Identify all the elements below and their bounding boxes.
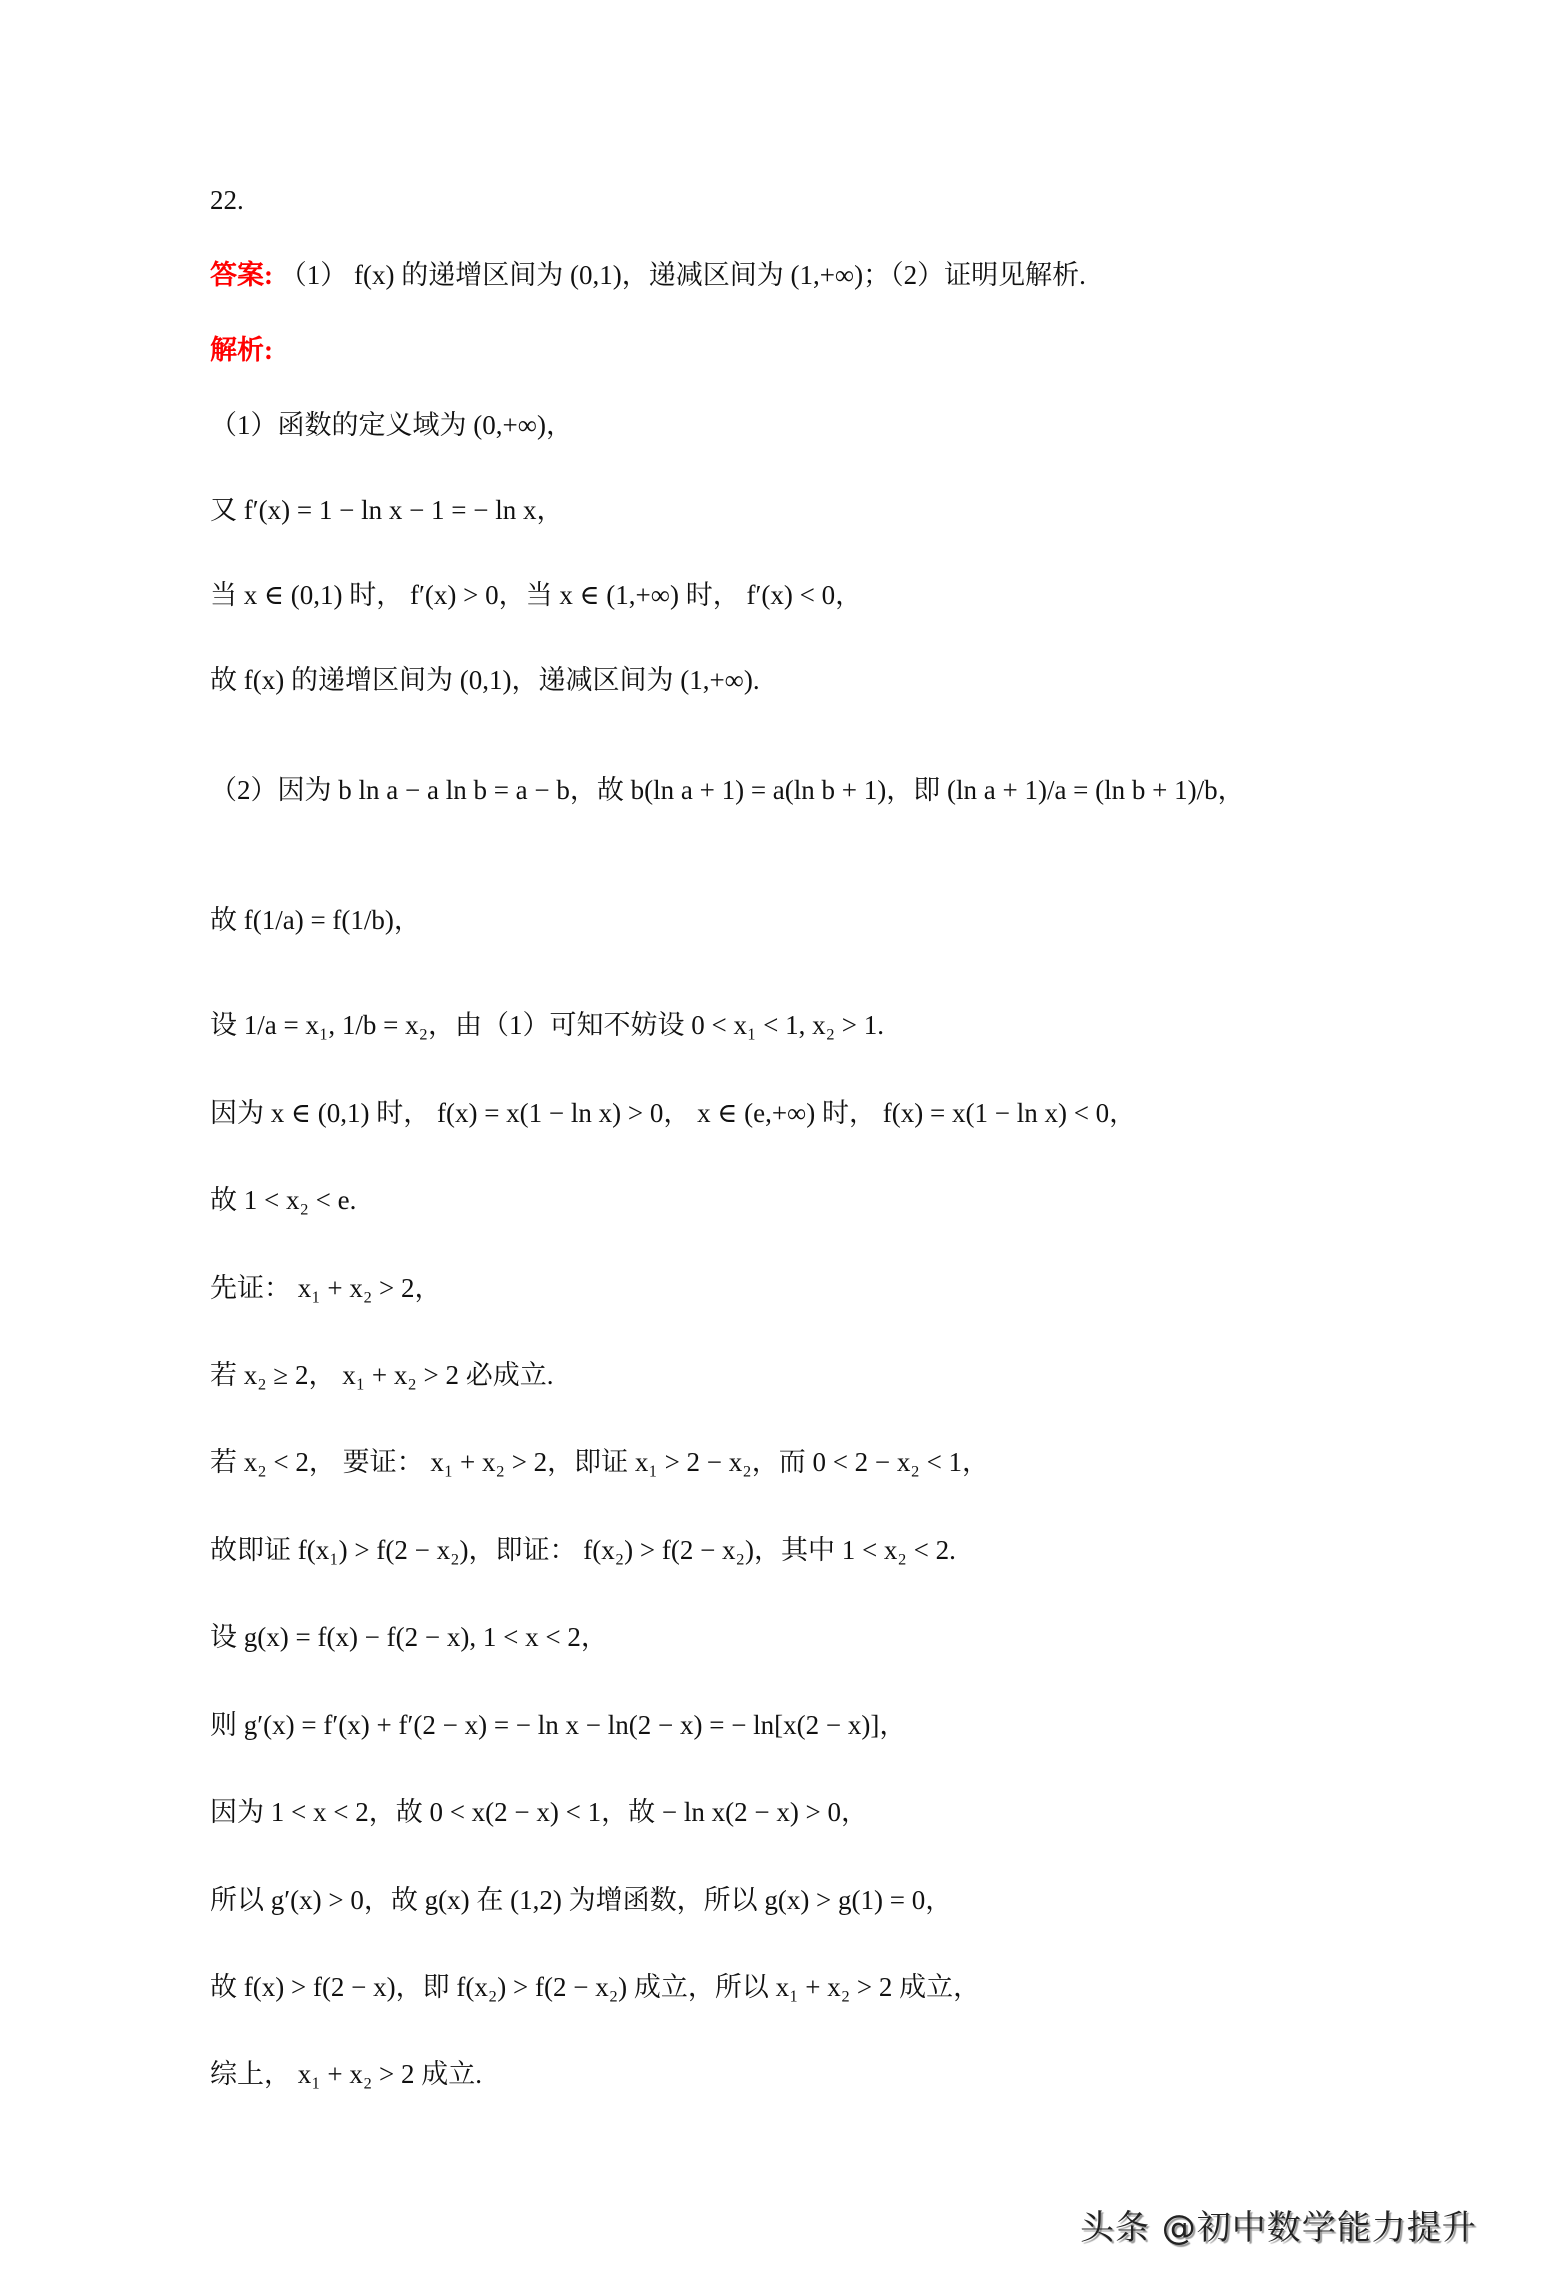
answer-label: 答案: [210,260,273,290]
solution-line-19: 综上， x₁ + x₂ > 2 成立. [210,2059,483,2089]
solution-line-7: 设 1/a = x₁, 1/b = x₂，由（1）可知不妨设 0 < x₁ < 1, x₂ > 1. [210,1010,885,1040]
solution-line-9: 故 1 < x₂ < e. [210,1185,357,1215]
answer-text: （1） f(x) 的递增区间为 (0,1)，递减区间为 (1,+∞)；（2）证明见解析. [279,260,1086,290]
solution-line-1: （1）函数的定义域为 (0,+∞)， [210,410,573,440]
solution-line-11: 若 x₂ ≥ 2， x₁ + x₂ > 2 必成立. [210,1360,554,1390]
solution-line-6: 故 f(1/a) = f(1/b)， [210,905,421,935]
solution-line-16: 因为 1 < x < 2，故 0 < x(2 − x) < 1，故 − ln x(2 − x) > 0， [210,1797,869,1827]
solution-line-14: 设 g(x) = f(x) − f(2 − x), 1 < x < 2， [210,1622,608,1652]
solution-line-15: 则 g′(x) = f′(x) + f′(2 − x) = − ln x − ln(2 − x) = − ln[x(2 − x)]， [210,1710,907,1740]
solution-line-2: 又 f′(x) = 1 − ln x − 1 = − ln x， [210,495,564,525]
analysis-label: 解析: [210,335,273,365]
solution-line-18: 故 f(x) > f(2 − x)，即 f(x₂) > f(2 − x₂) 成立，所以 x₁ + x₂ > 2 成立， [210,1972,981,2002]
solution-line-12: 若 x₂ < 2， 要证： x₁ + x₂ > 2，即证 x₁ > 2 − x₂，而 0 < 2 − x₂ < 1， [210,1447,990,1477]
solution-line-4: 故 f(x) 的递增区间为 (0,1)，递减区间为 (1,+∞). [210,665,760,695]
watermark: 头条 @初中数学能力提升 [1080,2208,1477,2248]
answer-line [210,255,1086,295]
solution-line-17: 所以 g′(x) > 0，故 g(x) 在 (1,2) 为增函数，所以 g(x) > g(1) = 0， [210,1885,953,1915]
solution-line-3: 当 x ∈ (0,1) 时， f′(x) > 0，当 x ∈ (1,+∞) 时， f′(x) < 0， [210,580,863,610]
problem-number: 22. [210,185,244,215]
solution-line-10: 先证： x₁ + x₂ > 2， [210,1273,442,1303]
solution-line-13: 故即证 f(x₁) > f(2 − x₂)，即证： f(x₂) > f(2 − x₂)，其中 1 < x₂ < 2. [210,1535,956,1565]
solution-line-8: 因为 x ∈ (0,1) 时， f(x) = x(1 − ln x) > 0， x ∈ (e,+∞) 时， f(x) = x(1 − ln x) < 0， [210,1098,1137,1128]
solution-line-5: （2）因为 b ln a − a ln b = a − b，故 b(ln a + 1) = a(ln b + 1)，即 (ln a + 1)/a = (ln b + 1)/b， [210,775,1245,805]
